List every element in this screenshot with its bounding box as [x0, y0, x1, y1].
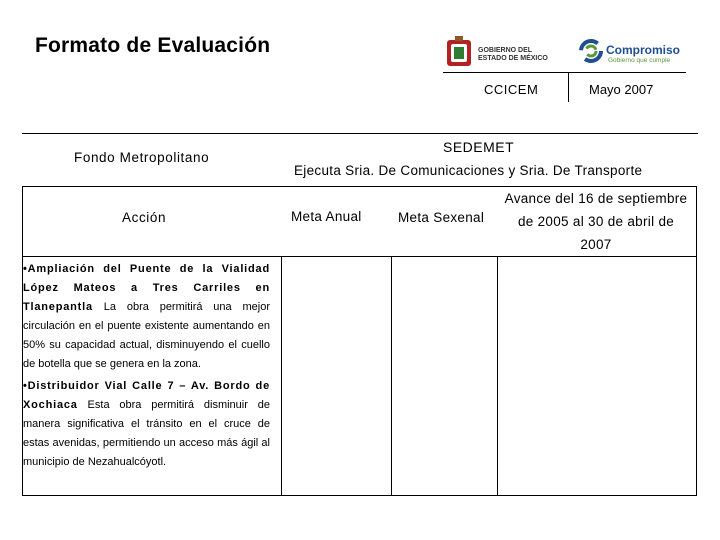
compromiso-swirl-icon	[578, 38, 604, 64]
col-header-meta-anual: Meta Anual	[291, 209, 362, 224]
action-description: La obra permitirá una mejor circulación en el puente existente aumentando en 50% su capacidad actual, disminuyendo el cuello de botella que se genera en la zona.	[23, 301, 271, 370]
col-divider-accion	[281, 256, 282, 496]
avance-line1: Avance del 16 de septiembre	[504, 191, 688, 206]
header-rule	[443, 72, 686, 73]
gobierno-logo-line1: GOBIERNO DEL	[478, 47, 533, 54]
header-row-rule	[22, 256, 697, 257]
compromiso-logo-tagline: Gobierno que cumple	[608, 57, 671, 64]
gobierno-estado-mexico-logo	[444, 34, 564, 70]
action-description: Esta obra permitirá disminuir de manera significativa el tránsito en el cruce de estas avenidas, permitiendo un acceso más ágil al municipio de Nezahualcóyotl.	[23, 399, 270, 468]
action-title: •Ampliación del Puente de la Vialidad López Mateos a Tres Carriles en Tlanepantla	[23, 263, 270, 313]
header-divider	[568, 72, 569, 102]
page-title: Formato de Evaluación	[35, 34, 271, 57]
gobierno-logo-line2: ESTADO DE MÉXICO	[478, 55, 548, 62]
avance-line3: 2007	[580, 237, 612, 252]
compromiso-logo	[578, 38, 688, 68]
avance-line2: de 2005 al 30 de abril de	[517, 214, 675, 229]
estado-mexico-shield-icon	[444, 34, 474, 70]
gobierno-logo-text	[478, 47, 548, 63]
compromiso-logo-name: Compromiso	[606, 43, 681, 57]
fondo-metropolitano-label: Fondo Metropolitano	[74, 150, 210, 165]
action-item	[23, 260, 270, 374]
actions-list	[23, 260, 270, 475]
action-title: •Distribuidor Vial Calle 7 – Av. Bordo de Xochiaca	[23, 380, 270, 411]
ccicem-label: CCICEM	[484, 82, 539, 97]
col-header-accion: Acción	[122, 210, 167, 225]
date-label: Mayo 2007	[589, 82, 654, 97]
col-header-meta-sexenal: Meta Sexenal	[398, 210, 485, 225]
col-divider-meta-anual	[391, 256, 392, 496]
col-header-avance	[493, 187, 699, 256]
action-item	[23, 377, 270, 472]
sedemet-label: SEDEMET	[443, 139, 515, 155]
ejecuta-label: Ejecuta Sria. De Comunicaciones y Sria. De Transporte	[294, 163, 643, 178]
col-divider-meta-sexenal	[497, 256, 498, 496]
table-top-rule	[22, 133, 698, 134]
